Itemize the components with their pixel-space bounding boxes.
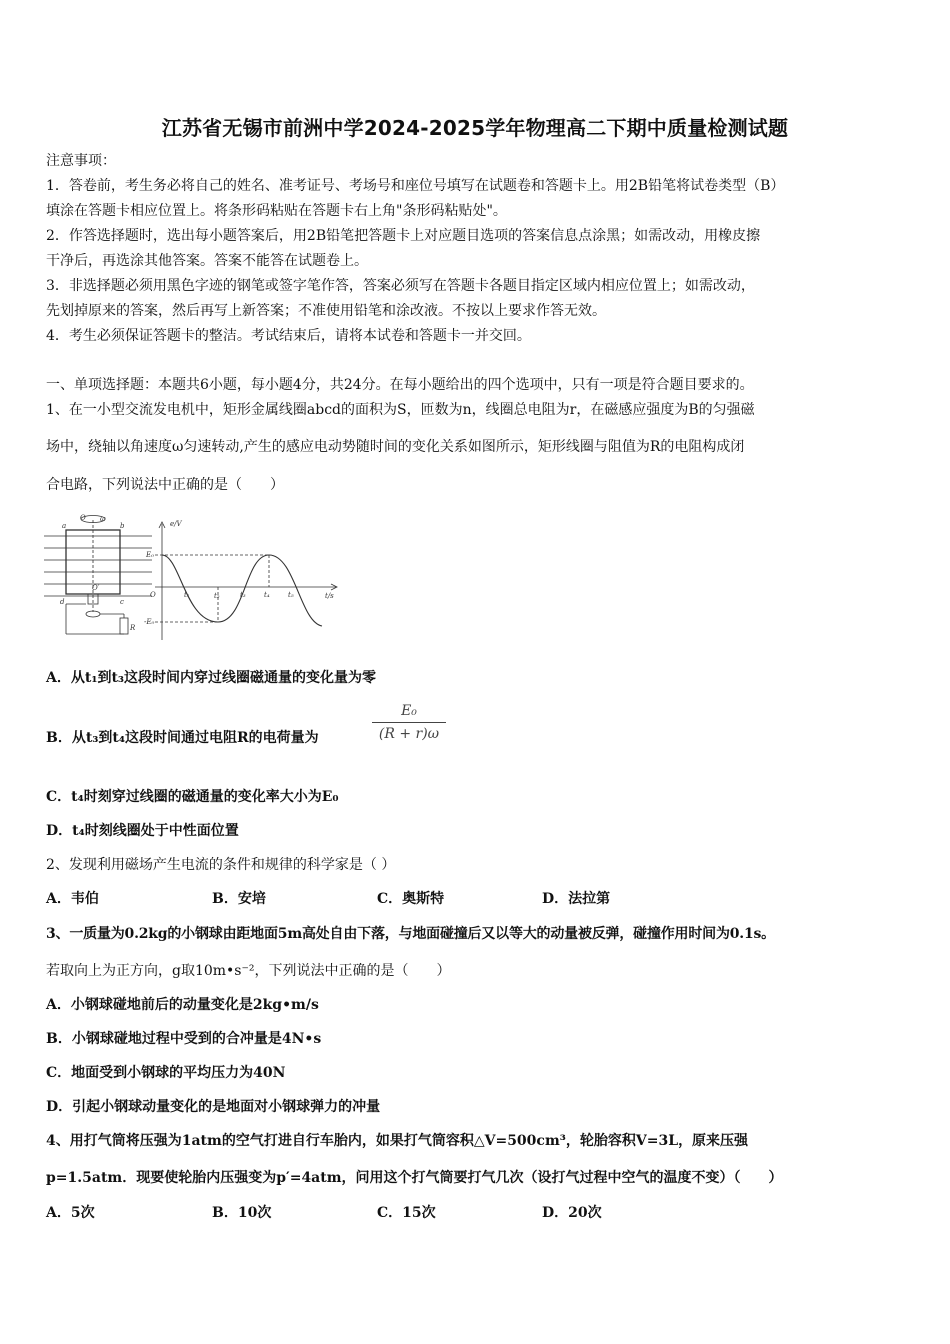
fig-label: t₄ (264, 591, 270, 599)
q4-stem-line: 4、用打气筒将压强为1atm的空气打进自行车胎内，如果打气筒容积△V=500cm³，轮胎容积V=3L，原来压强 (46, 1133, 749, 1149)
fig-label: -E₀ (144, 618, 155, 626)
notice-line: 2．作答选择题时，选出每小题答案后，用2B铅笔把答题卡上对应题目选项的答案信息点涂黑；如需改动，用橡皮擦 (46, 228, 761, 244)
fig-label: O (80, 514, 86, 522)
fig-label: t₅ (288, 591, 294, 599)
fraction-numerator: E₀ (401, 703, 417, 719)
notice-line: 先划掉原来的答案，然后再写上新答案；不准使用铅笔和涂改液。不按以上要求作答无效。 (46, 303, 606, 319)
q3-option-d: D．引起小钢球动量变化的是地面对小钢球弹力的冲量 (46, 1099, 381, 1115)
notice-heading: 注意事项： (46, 153, 116, 169)
fig-label: O′ (92, 584, 100, 592)
q4-option: B．10次 (212, 1205, 272, 1221)
notice-line: 3．非选择题必须用黑色字迹的钢笔或签字笔作答，答案必须写在答题卡各题目指定区域内相应位置上；如需改动， (46, 278, 755, 294)
q1-option-d: D．t₄时刻线圈处于中性面位置 (46, 823, 239, 839)
fig-label: R (130, 624, 136, 632)
q3-stem-line: 3、一质量为0.2kg的小钢球由距地面5m高处自由下落，与地面碰撞后又以等大的动量被反弹，碰撞作用时间为0.1s。 (46, 926, 775, 942)
q2-option: B．安培 (212, 891, 266, 907)
fig-label: t/s (325, 592, 334, 600)
section-heading: 一、单项选择题：本题共6小题，每小题4分，共24分。在每小题给出的四个选项中，只有一项是符合题目要求的。 (46, 377, 754, 393)
q1-option-a: A．从t₁到t₃这段时间内穿过线圈磁通量的变化量为零 (46, 670, 377, 686)
q1-stem-line: 场中，绕轴以角速度ω匀速转动,产生的感应电动势随时间的变化关系如图所示，矩形线圈与阻值为R的电阻构成闭 (46, 439, 745, 455)
fig-label: d (60, 598, 65, 606)
q3-option-a: A．小钢球碰地前后的动量变化是2kg•m/s (46, 997, 319, 1013)
page-title: 江苏省无锡市前洲中学2024-2025学年物理高二下期中质量检测试题 (161, 116, 789, 140)
fig-label: E₀ (146, 551, 154, 559)
fig-label: t₂ (214, 592, 220, 600)
q1-option-b-fraction (372, 702, 446, 743)
fig-label: e/V (170, 520, 182, 528)
fig-label: t₃ (240, 591, 246, 599)
q4-option: D．20次 (542, 1205, 602, 1221)
fig-label: a (62, 522, 67, 530)
q4-stem-line: p=1.5atm．现要使轮胎内压强变为p′=4atm，问用这个打气筒要打气几次（设打气过程中空气的温度不变）（ ） (46, 1170, 783, 1186)
q3-option-b: B．小钢球碰地过程中受到的合冲量是4N•s (46, 1031, 322, 1047)
q1-figure (40, 508, 350, 642)
q2-stem: 2、发现利用磁场产生电流的条件和规律的科学家是（ ） (46, 857, 396, 873)
q1-option-b: B．从t₃到t₄这段时间通过电阻R的电荷量为 (46, 730, 319, 746)
notice-line: 干净后，再选涂其他答案。答案不能答在试题卷上。 (46, 253, 368, 269)
q2-option: A．韦伯 (46, 891, 99, 907)
notice-line: 1．答卷前，考生务必将自己的姓名、准考证号、考场号和座位号填写在试题卷和答题卡上。用2B铅笔将试卷类型（B） (46, 178, 785, 194)
q4-option: A．5次 (46, 1205, 95, 1221)
fig-label: c (120, 598, 124, 606)
q3-stem-line: 若取向上为正方向，g取10m•s⁻²，下列说法中正确的是（ ） (46, 963, 451, 979)
notice-line: 填涂在答题卡相应位置上。将条形码粘贴在答题卡右上角"条形码粘贴处"。 (46, 203, 507, 219)
fig-label: O (150, 591, 156, 599)
q1-stem-line: 1、在一小型交流发电机中，矩形金属线圈abcd的面积为S，匝数为n，线圈总电阻为r，在磁感应强度为B的匀强磁 (46, 402, 755, 418)
q1-option-c: C．t₄时刻穿过线圈的磁通量的变化率大小为E₀ (46, 789, 339, 805)
q1-stem-line: 合电路，下列说法中正确的是（ ） (46, 477, 284, 493)
fraction-denominator: (R + r)ω (378, 726, 440, 742)
fig-label: ω (100, 515, 106, 523)
q2-option: C．奥斯特 (377, 891, 445, 907)
q4-option: C．15次 (377, 1205, 436, 1221)
fig-label: t₁ (184, 591, 190, 599)
fig-label: b (120, 522, 125, 530)
q3-option-c: C．地面受到小钢球的平均压力为40N (46, 1065, 286, 1081)
notice-line: 4．考生必须保证答题卡的整洁。考试结束后，请将本试卷和答题卡一并交回。 (46, 328, 531, 344)
fraction-bar (372, 722, 446, 723)
q2-option: D．法拉第 (542, 891, 611, 907)
